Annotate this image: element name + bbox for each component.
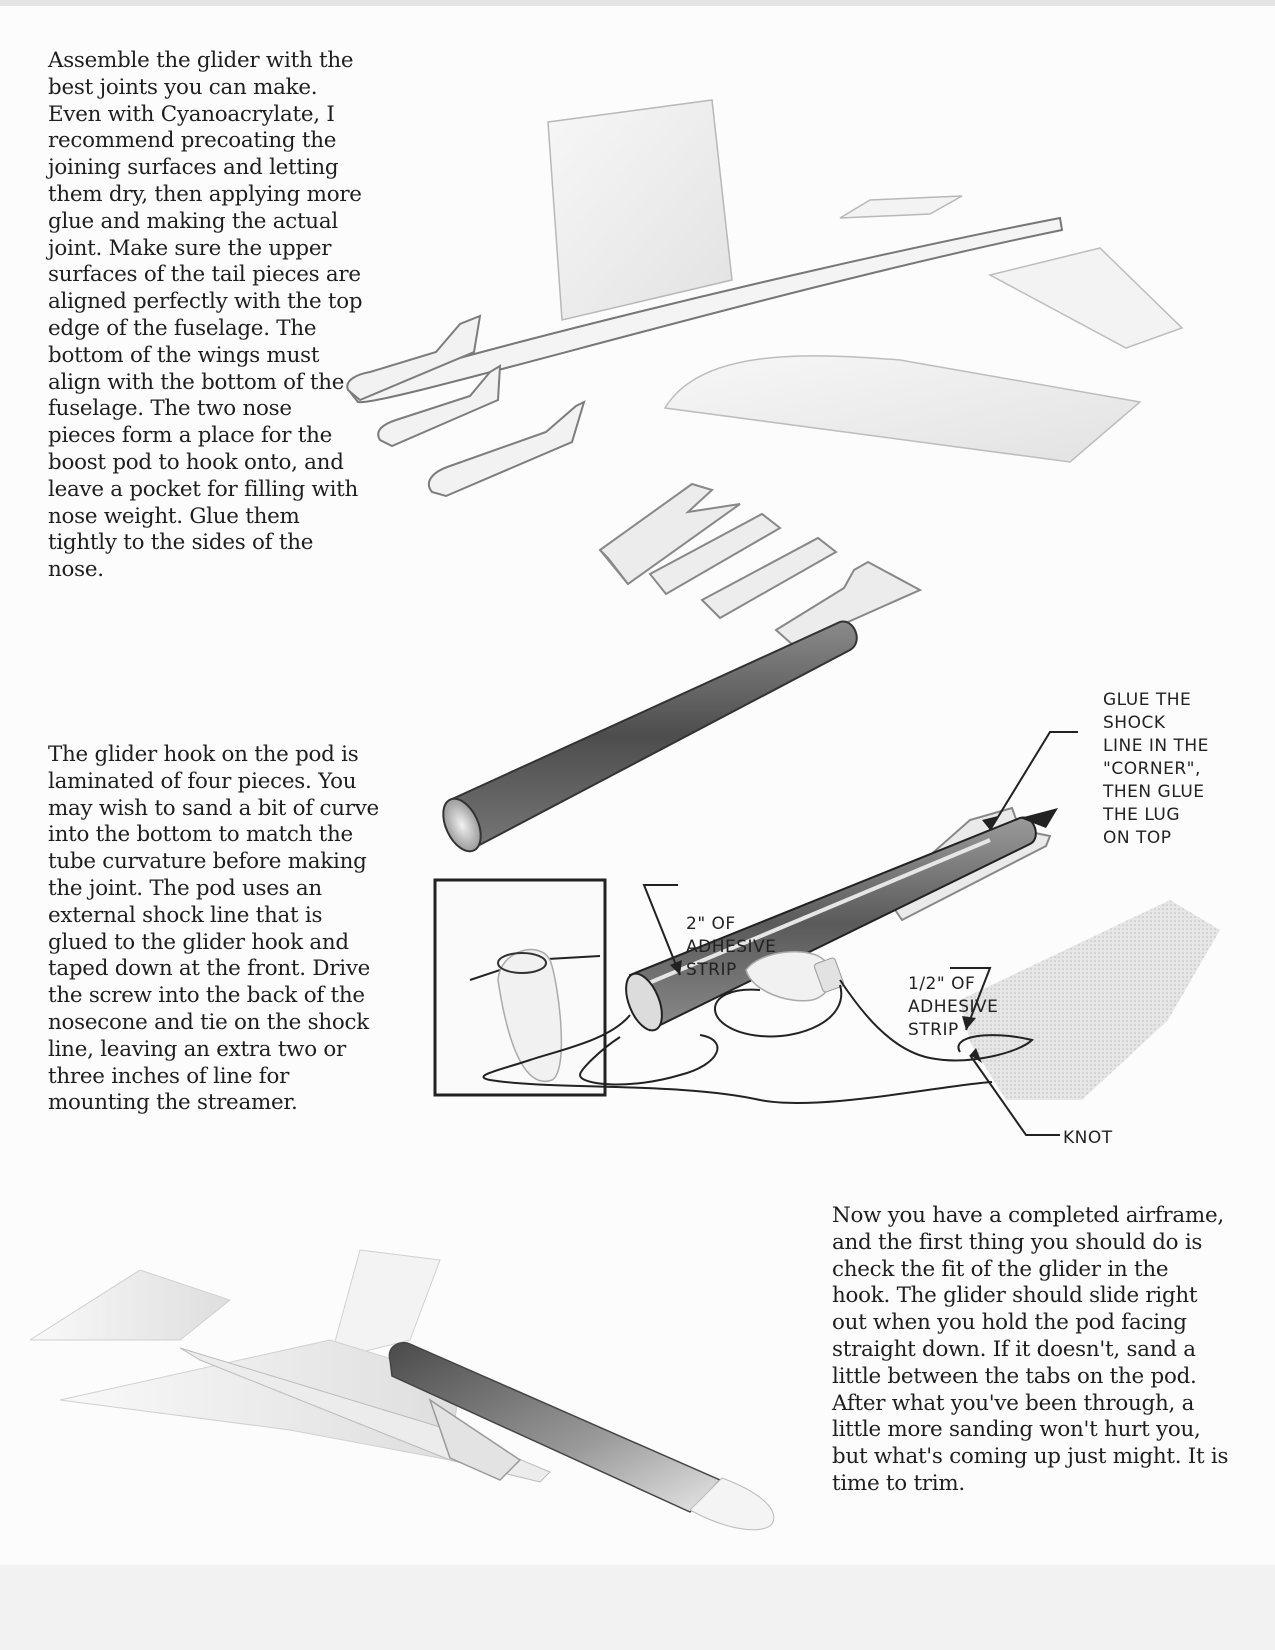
horizontal-stabilizer-part xyxy=(990,248,1182,348)
stabilizer-tab-part xyxy=(840,196,962,218)
callout-line: 1/2" OF xyxy=(908,974,976,994)
two-inch-adhesive-callout xyxy=(686,913,806,982)
bottom-band xyxy=(0,1565,1275,1650)
callout-line: GLUE THE xyxy=(1103,690,1192,710)
callout-line: SHOCK xyxy=(1103,713,1166,733)
half-inch-adhesive-callout xyxy=(908,973,1018,1042)
callout-line: ON TOP xyxy=(1103,828,1172,848)
knot-callout: KNOT xyxy=(1063,1128,1113,1148)
callout-line: 2" OF xyxy=(686,914,736,934)
glue-shock-line-callout xyxy=(1103,689,1253,850)
callout-line: LINE IN THE xyxy=(1103,736,1209,756)
callout-line: STRIP xyxy=(686,960,737,980)
glider-hook-paragraph: The glider hook on the pod is laminated of four pieces. You may wish to sand a bit of curve into the bottom to match the tube curvature before making the joint. The pod uses an external shock line that is glued to the glider hook and taped down at the front. Drive the screw into the back of the nosecone and tie on the shock line, leaving an extra two or three inches of line for mounting the streamer. xyxy=(48,742,379,1116)
wing-part xyxy=(665,356,1140,462)
completed-glider-on-pod-illustration xyxy=(30,1230,810,1550)
callout-line: THE LUG xyxy=(1103,805,1181,825)
top-border xyxy=(0,0,1275,6)
vertical-fin-part xyxy=(548,100,732,320)
callout-line: THEN GLUE xyxy=(1103,782,1205,802)
completed-airframe-paragraph: Now you have a completed airframe, and the first thing you should do is check the fit of the glider in the hook. The glider should slide right out when you hold the pod facing straight down. If it doesn't, sand a little between the tabs on the pod. After what you've been through, a little more sanding won't hurt you, but what's coming up just might. It is time to trim. xyxy=(832,1203,1229,1496)
callout-line: STRIP xyxy=(908,1020,959,1040)
completed-stabilizer xyxy=(30,1270,230,1340)
assembly-paragraph: Assemble the glider with the best joints you can make. Even with Cyanoacrylate, I recommend precoating the joining surfaces and letting them dry, then applying more glue and making the actual joint. Make sure the upper surfaces of the tail pieces are aligned perfectly with the top edge of the fuselage. The bottom of the wings must align with the bottom of the fuselage. The two nose pieces form a place for the boost pod to hook onto, and leave a pocket for filling with nose weight. Glue them tightly to the sides of the nose. xyxy=(48,48,363,583)
callout-line: ADHESIVE xyxy=(686,937,777,957)
callout-line: "CORNER", xyxy=(1103,759,1201,779)
completed-fin xyxy=(330,1250,440,1360)
callout-line: ADHESIVE xyxy=(908,997,999,1017)
